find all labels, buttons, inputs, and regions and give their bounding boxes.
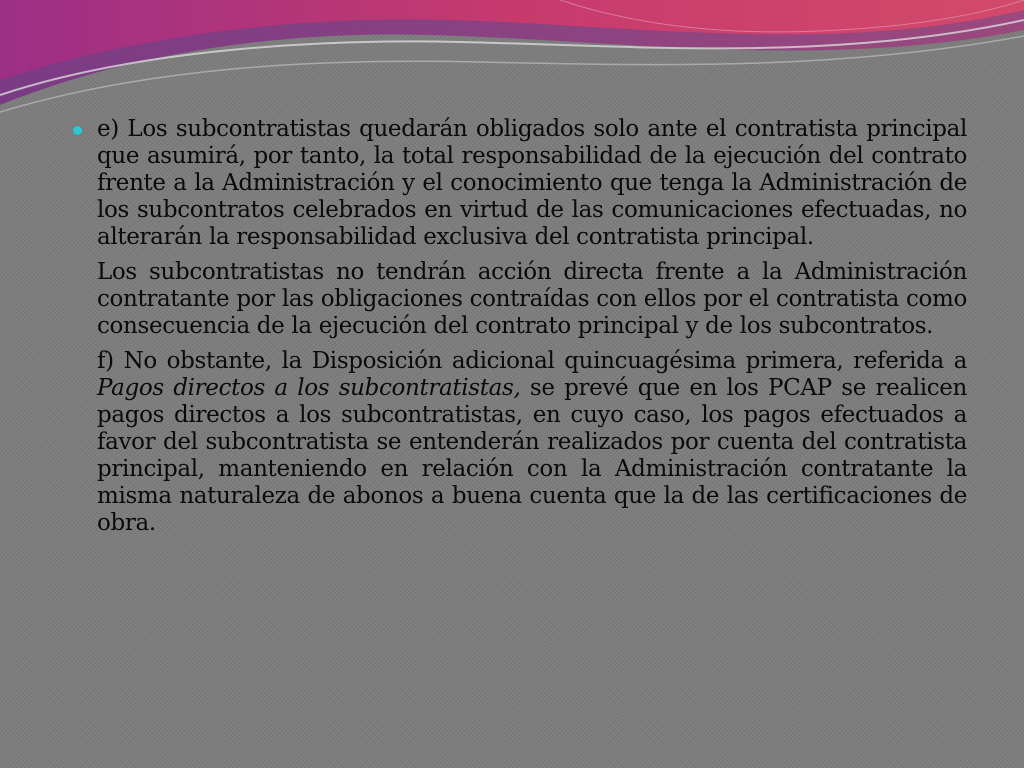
paragraph-direct-action: Los subcontratistas no tendrán acción directa frente a la Administración contratante por las obligaciones contraídas con ellos por el contratista como consecuencia de la ejecución del contrato principal y de los subcontratos.: [97, 259, 967, 339]
paragraph-f-intro: f) No obstante, la Disposición adicional quincuagésima primera, referida a: [97, 348, 967, 374]
paragraph-f-italic-title: Pagos directos a los subcontratistas,: [97, 375, 521, 401]
slide-body: [97, 116, 967, 545]
paragraph-f-body: se prevé que en los PCAP se realicen pagos directos a los subcontratistas, en cuyo caso, los pagos efectuados a favor del subcontratista se entenderán realizados por cuenta del contratista principal, manteniendo en relación con la Administración contratante la misma naturaleza de abonos a buena cuenta que la de las certificaciones de obra.: [97, 375, 967, 536]
paragraph-e: e) Los subcontratistas quedarán obligados solo ante el contratista principal que asumirá, por tanto, la total responsabilidad de la ejecución del contrato frente a la Administración y el conocimiento que tenga la Administración de los subcontratos celebrados en virtud de las comunicaciones efectuadas, no alterarán la responsabilidad exclusiva del contratista principal.: [97, 116, 967, 250]
paragraph-f: [97, 348, 967, 537]
decorative-wave-banner: [0, 0, 1024, 125]
